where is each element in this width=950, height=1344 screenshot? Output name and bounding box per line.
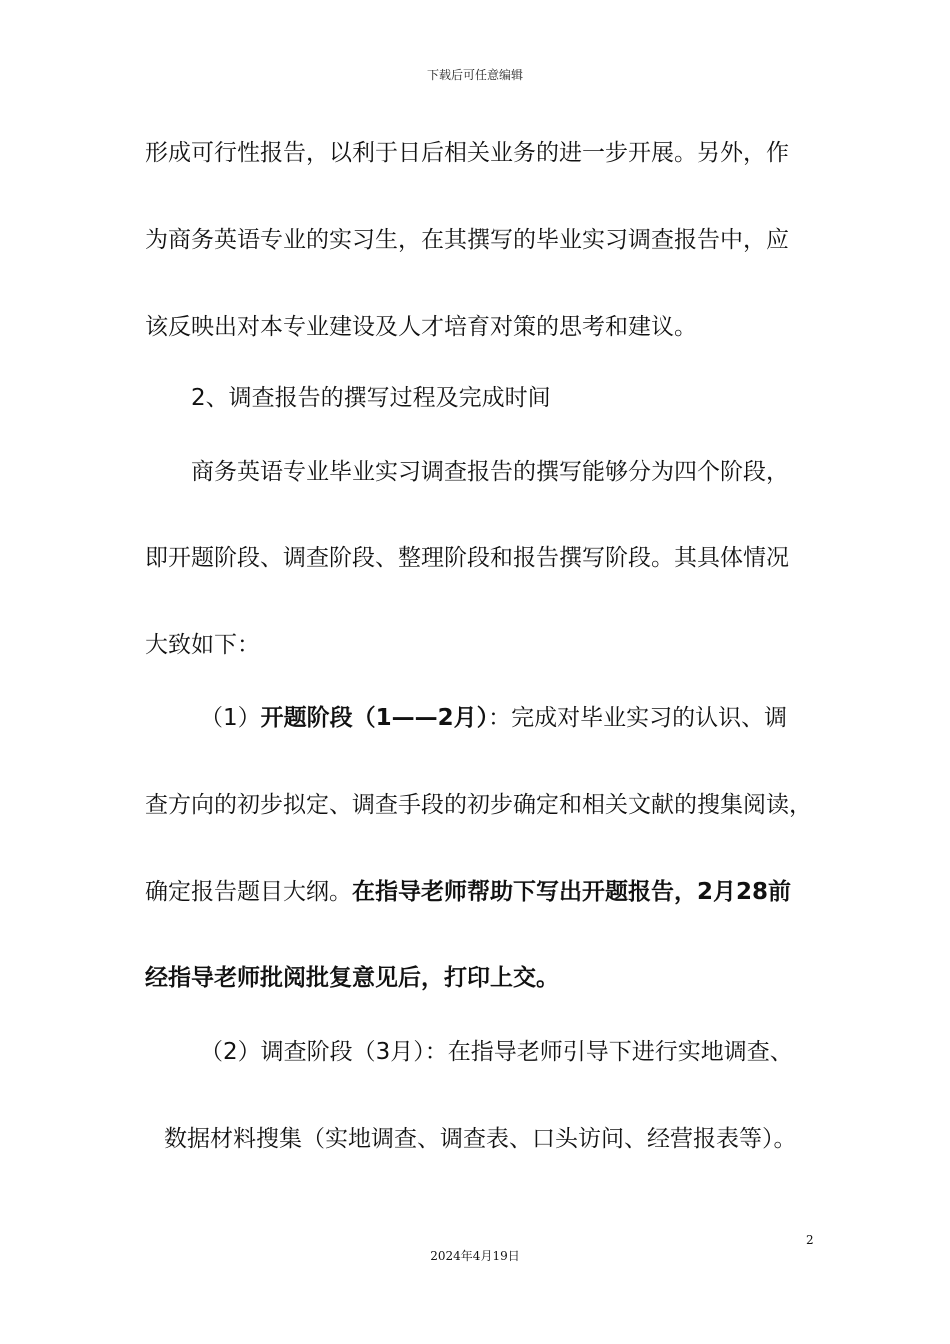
paragraph-line: 查方向的初步拟定、调查手段的初步确定和相关文献的搜集阅读，: [145, 792, 812, 818]
page-footer-date: 2024年4月19日: [430, 1249, 520, 1263]
paragraph-line: 形成可行性报告，以利于日后相关业务的进一步开展。另外，作: [145, 140, 789, 166]
stage1-line3-normal: 确定报告题目大纲。: [145, 879, 352, 905]
paragraph-line: 即开题阶段、调查阶段、整理阶段和报告撰写阶段。其具体情况: [145, 545, 789, 571]
section-heading: 2、调查报告的撰写过程及完成时间: [191, 385, 551, 411]
stage1-line: [200, 703, 787, 733]
stage1-line4: 经指导老师批阅批复意见后，打印上交。: [145, 965, 559, 991]
paragraph-line: 该反映出对本专业建设及人才培育对策的思考和建议。: [145, 314, 697, 340]
stage1-number: （1）: [200, 705, 261, 731]
stage1-title: 开题阶段（1——2月）: [260, 705, 489, 731]
stage1-text: ：完成对毕业实习的认识、调: [488, 705, 788, 731]
paragraph-line: 为商务英语专业的实习生，在其撰写的毕业实习调查报告中，应: [145, 227, 789, 253]
stage1-line3: [145, 877, 791, 907]
page-number: 2: [806, 1233, 814, 1247]
paragraph-line: 商务英语专业毕业实习调查报告的撰写能够分为四个阶段，: [191, 459, 789, 485]
page-header: 下载后可任意编辑: [426, 68, 523, 82]
stage1-line3-bold: 在指导老师帮助下写出开题报告，2月28前: [352, 879, 792, 905]
paragraph-line: 大致如下：: [145, 632, 260, 658]
stage2-line: （2）调查阶段（3月）：在指导老师引导下进行实地调查、: [200, 1039, 793, 1065]
stage2-line: 数据材料搜集（实地调查、调查表、口头访问、经营报表等）。: [164, 1126, 797, 1152]
